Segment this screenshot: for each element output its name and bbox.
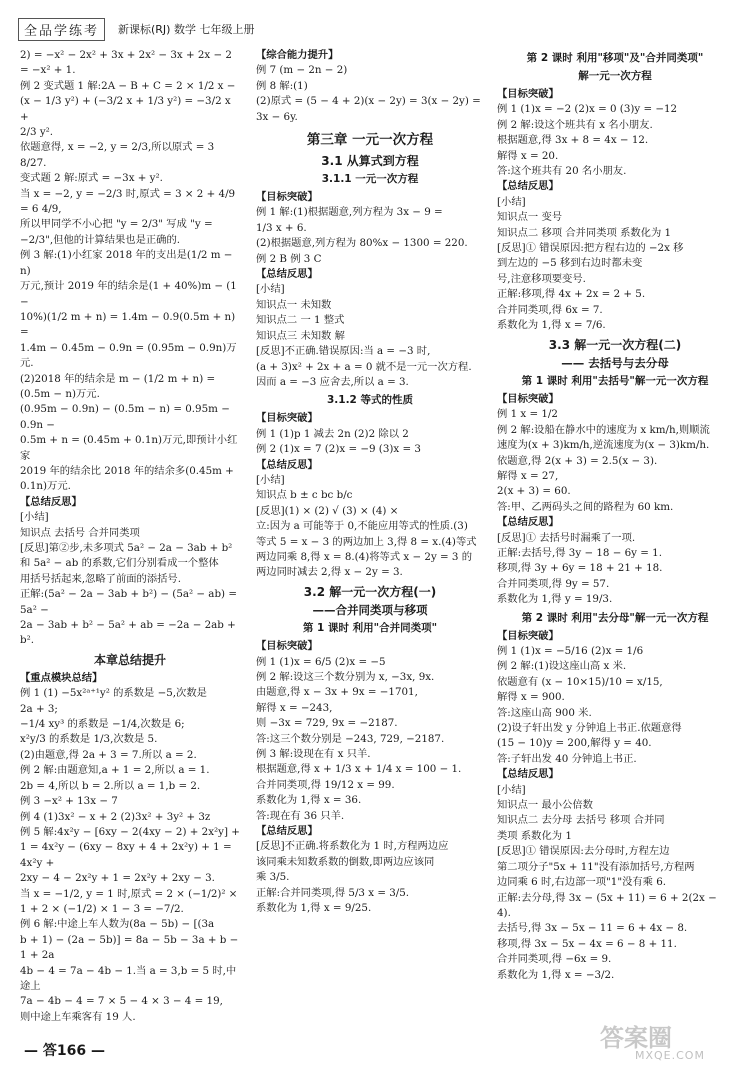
text-line: 例 2 解:设这个班共有 x 名小朋友. (497, 118, 653, 131)
text-line: 例 1 (1)p 1 减去 2n (2)2 除以 2 (256, 427, 409, 440)
text-line: 例 1 (1) −5x²ᵃ⁺¹y² 的系数是 −5,次数是 (20, 687, 207, 700)
text-line: 例 3 解:设现在有 x 只羊. (256, 748, 371, 761)
text-line: 两边同乘 8,得 x = 8.(4)将等式 x − 2y = 3 的 (256, 550, 473, 563)
text-line: 【目标突破】 (497, 629, 559, 642)
text-line: (15 − 10)y = 200,解得 y = 40. (497, 737, 652, 750)
text-line: 例 3 解:(1)小红家 2018 年的支出是(1/2 m − n) (20, 249, 233, 277)
text-line: 根据题意,得 3x + 8 = 4x − 12. (497, 134, 649, 147)
text-line: 1/3 x + 6. (256, 221, 307, 234)
section-heading-3-1: 3.1 从算式到方程 (321, 154, 419, 169)
text-line: 【总结反思】 (256, 268, 318, 281)
text-line: (x − 1/3 y²) + (−3/2 x + 1/3 y²) = −3/2 x + (20, 95, 231, 123)
text-line: 例 1 解:(1)根据题意,列方程为 3x − 9 = (256, 206, 443, 219)
text-line: 2xy − 4 − 2x²y + 1 = 2x²y + 2xy − 3. (20, 872, 215, 885)
text-line: 【重点模块总结】 (20, 671, 103, 684)
text-line: 则中途上车乘客有 19 人. (20, 1010, 136, 1023)
text-line: (a + 3)x² + 2x + a = 0 就不是一元一次方程. (256, 360, 472, 373)
text-line: [小结] (20, 511, 49, 524)
text-line: 知识点三 未知数 解 (256, 329, 345, 342)
right-lines-3 (497, 629, 733, 983)
text-line: 【总结反思】 (497, 180, 559, 193)
text-line: 和 5a² − ab 的系数,它们分别看成一个整体 (20, 557, 219, 570)
text-line: 正解:去分母,得 3x − (5x + 11) = 6 + 2(2x − 4). (497, 891, 717, 919)
subsection-heading-3-1-1: 3.1.1 一元一次方程 (321, 173, 419, 186)
text-line: 例 8 解:(1) (256, 79, 308, 92)
text-line: 【总结反思】 (497, 768, 559, 781)
text-line: 0.1n)万元. (20, 480, 71, 493)
text-line: 乘 3/5. (256, 871, 290, 884)
text-line: −1/4 xy³ 的系数是 −1/4,次数是 6; (20, 718, 185, 731)
text-line: (2)原式 = (5 − 4 + 2)(x − 2y) = 3(x − 2y) = (256, 95, 481, 108)
text-line: 解得 x = 20. (497, 149, 559, 162)
text-line: [小结] (497, 195, 526, 208)
text-line: 知识点一 未知数 (256, 298, 332, 311)
mid-lines-4 (256, 639, 484, 916)
text-line: 【目标突破】 (256, 191, 318, 204)
text-line: (0.95m − 0.9n) − (0.5m − n) = 0.95m − 0.9n − (20, 403, 230, 431)
column-left (20, 48, 240, 1025)
text-line: 1 + 2 × (−1/2) × 1 − 3 = −7/2. (20, 902, 184, 915)
text-line: 例 2 解:设船在静水中的速度为 x km/h,则顺流 (497, 423, 710, 436)
text-line: 10%)(1/2 m + n) = 1.4m − 0.9(0.5m + n) = (20, 310, 236, 339)
text-line: 2a + 3; (20, 702, 58, 715)
text-line: 【目标突破】 (497, 88, 559, 100)
text-line: 解得 x = 27, (497, 469, 559, 482)
text-line: 根据题意,得 x + 1/3 x + 1/4 x = 100 − 1. (256, 763, 462, 776)
text-line: (0.5m − n)万元. (20, 387, 100, 400)
text-line: 7a − 4b − 4 = 7 × 5 − 4 × 3 − 4 = 19, (20, 995, 223, 1008)
text-line: 知识点二 移项 合并同类项 系数化为 1 (497, 226, 672, 239)
text-line: (2)设子轩出发 y 分钟追上书正.依题意得 (497, 722, 682, 735)
text-line: 知识点一 最小公倍数 (497, 799, 593, 812)
text-line: 系数化为 1,得 y = 19/3. (497, 593, 613, 606)
text-line: 依题意有 (x − 10×15)/10 = x/15, (497, 675, 663, 688)
section-heading-3-2: 3.2 解一元一次方程(一) (303, 584, 437, 599)
text-line: 系数化为 1,得 x = −3/2. (497, 968, 615, 981)
text-line: 系数化为 1,得 x = 7/6. (497, 319, 606, 332)
text-line: 例 2 变式题 1 解:2A − B + C = 2 × 1/2 x − (20, 79, 236, 92)
text-line: 知识点二 去分母 去括号 移项 合并同 (497, 814, 665, 827)
text-line: 3x − 6y. (256, 110, 298, 123)
text-line: 正解:合并同类项,得 5/3 x = 3/5. (256, 886, 410, 899)
text-line: 第二项分子"5x + 11"没有添加括号,方程两 (497, 860, 695, 873)
text-line: 例 2 解:设这三个数分别为 x, −3x, 9x. (256, 671, 435, 683)
page-number: — 答166 — (24, 1043, 105, 1059)
lesson-heading-3-3-1: 第 1 课时 利用"去括号"解一元一次方程 (521, 374, 709, 387)
text-line: 2) = −x² − 2x² + 3x + 2x² − 3x + 2x − 2 (20, 49, 232, 61)
text-line: [反思]不正确.将系数化为 1 时,方程两边应 (256, 840, 449, 853)
text-line: b + 1) − (2a − 5b)] = 8a − 5b − 3a + b − 1 + 2a (20, 933, 239, 962)
text-line: [小结] (497, 783, 526, 796)
text-line: 边同乘 6 时,右边部一项"1"没有乘 6. (497, 876, 667, 889)
mid-lines-2 (256, 190, 484, 390)
watermark-url: MXQE.COM (635, 1049, 705, 1062)
text-line: 当 x = −1/2, y = 1 时,原式 = 2 × (−1/2)² × (20, 887, 238, 900)
text-line: 正解:移项,得 4x + 2x = 2 + 5. (497, 288, 646, 301)
text-line: 当 x = −2, y = −2/3 时,原式 = 3 × 2 + 4/9 = 6 4/9, (20, 187, 236, 216)
text-line: 答:这个班共有 20 名小朋友. (497, 165, 627, 178)
text-line: 变式题 2 解:原式 = −3x + y². (20, 172, 163, 185)
brand-title: 全品学练考 (18, 18, 105, 41)
text-line: 到左边的 −5 移到右边时都未变 (497, 257, 643, 270)
text-line: 解得 x = −243, (256, 701, 333, 714)
text-line: 依题意得, x = −2, y = 2/3,所以原式 = 3 8/27. (20, 141, 215, 169)
text-line: 0.5m + n = (0.45m + 0.1n)万元,即预计小红家 (20, 434, 238, 462)
lesson-heading-3-2-2-sub: 解一元一次方程 (578, 70, 652, 82)
text-line: 去括号,得 3x − 5x − 11 = 6 + 4x − 8. (497, 922, 688, 935)
text-line: (2)2018 年的结余是 m − (1/2 m + n) = (20, 372, 216, 385)
text-line: 【总结反思】 (497, 516, 559, 529)
text-line: 2019 年的结余比 2018 年的结余多(0.45m + (20, 464, 234, 477)
text-line: [反思]不正确.错误原因:当 a = −3 时, (256, 345, 431, 358)
text-line: 【目标突破】 (497, 392, 559, 405)
text-line: 该同乘未知数系数的倒数,即两边应该同 (256, 855, 435, 868)
text-line: 等式 5 = x − 3 的两边加上 3,得 8 = x.(4)等式 (256, 535, 477, 548)
left-lines (20, 48, 240, 649)
text-line: 答:甲、乙两码头之间的路程为 60 km. (497, 500, 674, 513)
text-line: 合并同类项,得 −6x = 9. (497, 953, 612, 966)
text-line: 用括号括起来,忽略了前面的添括号. (20, 572, 181, 585)
text-line: 万元,预计 2019 年的结余是(1 + 40%)m − (1 − (20, 280, 237, 308)
lesson-heading-3-3-2: 第 2 课时 利用"去分母"解一元一次方程 (521, 611, 709, 624)
text-line: 由题意,得 x − 3x + 9x = −1701, (256, 686, 418, 699)
mid-lines-1 (256, 48, 484, 125)
text-line: −2/3",但他的计算结果也是正确的. (20, 233, 181, 246)
text-line: 速度为(x + 3)km/h,逆流速度为(x − 3)km/h. (497, 439, 710, 452)
text-line: 正解:去括号,得 3y − 18 − 6y = 1. (497, 546, 662, 559)
text-line: 知识点二 一 1 整式 (256, 314, 345, 327)
text-line: 知识点 b ± c bc b/c (256, 489, 353, 502)
text-line: 所以甲同学不小心把 "y = 2/3" 写成 "y = (20, 218, 213, 231)
text-line: 例 1 (1)x = −2 (2)x = 0 (3)y = −12 (497, 103, 678, 116)
text-line: 合并同类项,得 9y = 57. (497, 577, 610, 590)
text-line: 系数化为 1,得 x = 9/25. (256, 902, 372, 915)
text-line: 【综合能力提升】 (256, 49, 339, 61)
text-line: 例 7 (m − 2n − 2) (256, 64, 348, 77)
section-subtitle-3-2: ——合并同类项与移项 (312, 602, 428, 617)
text-line: 例 3 −x² + 13x − 7 (20, 795, 118, 808)
text-line: 例 5 解:4x²y − [6xy − 2(4xy − 2) + 2x²y] + (20, 825, 240, 838)
text-line: 2/3 y². (20, 126, 54, 139)
text-line: 【总结反思】 (256, 458, 318, 471)
text-line: 例 2 B 例 3 C (256, 252, 322, 265)
section-heading-3-3: 3.3 解一元一次方程(二) (548, 337, 682, 352)
text-line: 4b − 4 = 7a − 4b − 1.当 a = 3,b = 5 时,中途上 (20, 964, 237, 992)
text-line: 例 4 (1)3x² − x + 2 (2)3x² + 3y² + 3z (20, 810, 211, 823)
text-line: 例 2 (1)x = 7 (2)x = −9 (3)x = 3 (256, 443, 421, 456)
left-lines-2 (20, 671, 240, 1025)
text-line: (2)根据题意,列方程为 80%x − 1300 = 220. (256, 237, 468, 250)
text-line: 移项,得 3x − 5x − 4x = 6 − 8 + 11. (497, 937, 677, 950)
text-line: 依题意,得 2(x + 3) = 2.5(x − 3). (497, 454, 658, 467)
text-line: [反思]① 错误原因:去分母时,方程左边 (497, 845, 670, 858)
chapter-summary-heading: 本章总结提升 (93, 652, 166, 667)
text-line: 系数化为 1,得 x = 36. (256, 794, 362, 807)
text-line: 【目标突破】 (256, 412, 318, 425)
watermark-logo: 答案圈 (600, 1024, 672, 1052)
column-right (497, 48, 733, 983)
text-line: [反思]① 去括号时漏乘了一项. (497, 531, 636, 544)
text-line: 则 −3x = 729, 9x = −2187. (256, 717, 398, 730)
series-info: 新课标(RJ) 数学 七年级上册 (118, 23, 255, 36)
text-line: 正解:(5a² − 2a − 3ab + b²) − (5a² − ab) = 5a² − (20, 588, 237, 616)
text-line: 例 6 解:中途上车人数为(8a − 5b) − [(3a (20, 918, 215, 931)
text-line: 解得 x = 900. (497, 691, 565, 704)
text-line: 例 2 解:由题意知,a + 1 = 2,所以 a = 1. (20, 764, 210, 777)
text-line: [小结] (256, 473, 285, 486)
text-line: 答:这座山高 900 米. (497, 706, 592, 719)
text-line: [反思](1) × (2) √ (3) × (4) × (256, 504, 399, 517)
right-lines-2 (497, 392, 733, 608)
text-line: 【目标突破】 (256, 640, 318, 653)
page-header (0, 0, 750, 44)
right-lines-1 (497, 87, 733, 334)
text-line: 因而 a = −3 应舍去,所以 a = 3. (256, 375, 409, 388)
text-line: 移项,得 3y + 6y = 18 + 21 + 18. (497, 562, 663, 575)
text-line: 答:这三个数分别是 −243, 729, −2187. (256, 732, 445, 745)
column-middle (256, 48, 484, 917)
text-line: 1.4m − 0.45m − 0.9n = (0.95m − 0.9n)万元. (20, 341, 237, 370)
text-line: 两边同时减去 2,得 x − 2y = 3. (256, 566, 403, 579)
text-line: 2a − 3ab + b² − 5a² + ab = −2a − 2ab + b². (20, 619, 236, 647)
text-line: 例 2 解:(1)设这座山高 x 米. (497, 660, 627, 673)
text-line: [反思]第②步,未多项式 5a² − 2a − 3ab + b² (20, 542, 233, 554)
text-line: 合并同类项,得 6x = 7. (497, 303, 603, 316)
text-line: 2(x + 3) = 60. (497, 485, 571, 498)
text-line: [反思]① 错误原因:把方程右边的 −2x 移 (497, 242, 684, 255)
section-subtitle-3-3: —— 去括号与去分母 (561, 355, 669, 370)
lesson-heading-3-2-1: 第 1 课时 利用"合并同类项" (302, 622, 438, 635)
lesson-heading-3-2-2: 第 2 课时 利用"移项"及"合并同类项" (526, 52, 704, 64)
text-line: (2)由题意,得 2a + 3 = 7.所以 a = 2. (20, 748, 197, 761)
mid-lines-3 (256, 411, 484, 580)
text-line: 合并同类项,得 19/12 x = 99. (256, 778, 395, 791)
text-line: [小结] (256, 283, 285, 296)
text-line: x²y/3 的系数是 1/3,次数是 5. (20, 733, 158, 746)
text-line: = −x² + 1. (20, 64, 76, 77)
text-line: 例 1 x = 1/2 (497, 408, 558, 421)
text-line: 答:子轩出发 40 分钟追上书正. (497, 752, 637, 765)
text-line: 类项 系数化为 1 (497, 829, 572, 842)
text-line: 1 = 4x²y − (6xy − 8xy + 4 + 2x²y) + 1 = 4x²y + (20, 841, 232, 869)
text-line: 答:现在有 36 只羊. (256, 809, 345, 822)
text-line: 立:因为 a 可能等于 0,不能应用等式的性质.(3) (256, 520, 468, 533)
text-line: 【总结反思】 (20, 495, 82, 508)
text-line: 例 1 (1)x = −5/16 (2)x = 1/6 (497, 645, 644, 657)
chapter-heading: 第三章 一元一次方程 (306, 132, 434, 149)
subsection-heading-3-1-2: 3.1.2 等式的性质 (326, 394, 414, 407)
text-line: 例 1 (1)x = 6/5 (2)x = −5 (256, 655, 386, 668)
text-line: 知识点 去括号 合并同类项 (20, 526, 140, 539)
text-line: 2b = 4,所以 b = 2.所以 a = 1,b = 2. (20, 779, 201, 792)
text-line: 【总结反思】 (256, 825, 318, 838)
text-line: 知识点一 变号 (497, 211, 563, 224)
text-line: 号,注意移项要变号. (497, 272, 586, 285)
